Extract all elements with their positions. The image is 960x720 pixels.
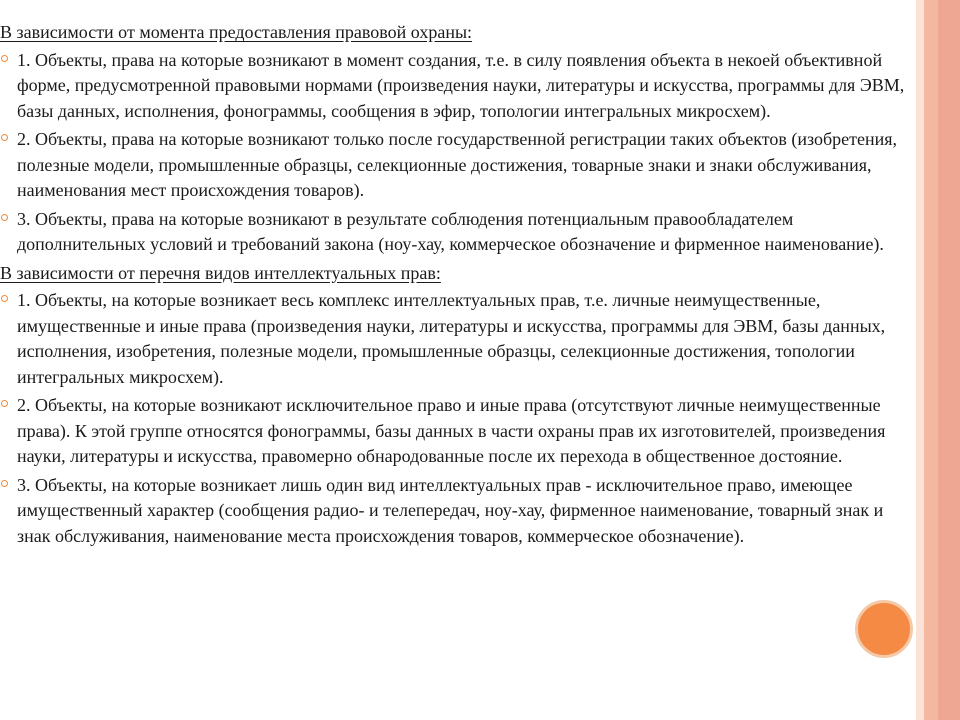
bullet-icon [1, 134, 8, 141]
list-item-text: 2. Объекты, права на которые возникают только после государственной регистрации таких объектов (изобретения, полезные модели, промышленные образцы, селекционные достижения, товарные знаки и знаки обслуживания, наименования мест происхождения товаров). [17, 129, 898, 200]
list-item [0, 473, 920, 550]
right-decorative-stripes [916, 0, 960, 720]
stripe-dark [938, 0, 960, 720]
section-heading-rights-types: В зависимости от перечня видов интеллектуальных прав: [0, 262, 441, 283]
bullet-icon [1, 214, 8, 221]
list-item-text: 2. Объекты, на которые возникают исключительное право и иные права (отсутствуют личные неимущественные права). К этой группе относятся фонограммы, базы данных в части охраны прав их изготовителей, произведения науки, литературы и искусства, правомерно обнародованные после их перехода в общественное достояние. [17, 395, 886, 466]
list-item-text: 3. Объекты, права на которые возникают в результате соблюдения потенциальным правообладателем дополнительных условий и требований закона (ноу-хау, коммерческое обозначение и фирменное наименование). [17, 208, 884, 254]
slide-content [0, 20, 920, 552]
list-item [0, 48, 920, 125]
stripe-mid [924, 0, 938, 720]
list-item-text: 1. Объекты, на которые возникает весь комплекс интеллектуальных прав, т.е. личные неимущественные, имущественные и иные права (произведения науки, литературы и искусства, программы для ЭВМ, базы данных, исполнения, изобретения, полезные модели, промышленные образцы, селекционные достижения, топологии интегральных микросхем). [17, 290, 886, 387]
list-item-text: 1. Объекты, права на которые возникают в момент создания, т.е. в силу появления объекта в некоей объективной форме, предусмотренной правовыми нормами (произведения науки, литературы и искусства, программы для ЭВМ, базы данных, исполнения, фонограммы, сообщения в эфир, топологии интегральных микросхем). [17, 49, 905, 121]
bullet-icon [1, 400, 8, 407]
section-heading-legal-protection: В зависимости от момента предоставления правовой охраны: [0, 22, 473, 42]
list-item-text: 3. Объекты, на которые возникает лишь один вид интеллектуальных прав - исключительное право, имеющее имущественный характер (сообщения радио- и телепередач, ноу-хау, фирменное наименование, товарный знак и знак обслуживания, наименование места происхождения товаров, коммерческое обозначение). [17, 474, 884, 546]
list-item [0, 393, 920, 470]
bullet-icon [1, 480, 8, 487]
list-item [0, 288, 920, 390]
list-item [0, 127, 920, 204]
decorative-orange-circle [855, 600, 913, 658]
bullet-icon [1, 55, 8, 62]
bullet-icon [1, 295, 8, 302]
list-item [0, 207, 920, 258]
